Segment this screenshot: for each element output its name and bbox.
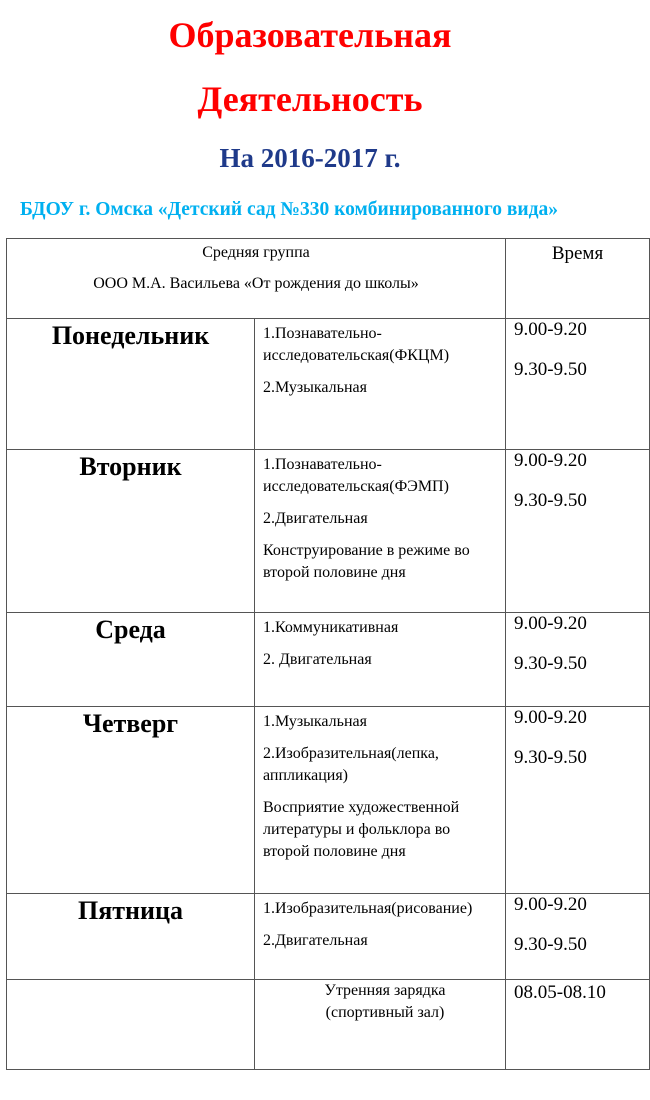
activity: 1.Познавательно-исследовательская(ФЭМП) bbox=[263, 456, 449, 495]
activity: 1.Познавательно-исследовательская(ФКЦМ) bbox=[263, 325, 450, 364]
morning-exercise-time: 08.05-08.10 bbox=[506, 980, 650, 1070]
activity: 1.Изобразительная(рисование) bbox=[263, 900, 473, 917]
time-slot: 9.30-9.50 bbox=[514, 490, 587, 511]
day-label: Понедельник bbox=[7, 319, 255, 450]
activity: 2.Двигательная bbox=[263, 510, 368, 527]
day-label: Четверг bbox=[7, 707, 255, 894]
time-slot: 9.00-9.20 bbox=[514, 450, 587, 471]
time-slot: 9.30-9.50 bbox=[514, 934, 587, 955]
program-label: ООО М.А. Васильева «От рождения до школы» bbox=[93, 275, 419, 292]
day-label: Среда bbox=[7, 613, 255, 707]
time-header: Время bbox=[506, 239, 650, 319]
title-line-2: Деятельность bbox=[197, 79, 423, 119]
schedule-table bbox=[6, 238, 650, 1070]
activity: 2.Музыкальная bbox=[263, 379, 367, 396]
activity: 1.Коммуникативная bbox=[263, 619, 399, 636]
activity: 2. Двигательная bbox=[263, 651, 372, 668]
time-slot: 9.00-9.20 bbox=[514, 613, 587, 634]
time-slot: 9.30-9.50 bbox=[514, 359, 587, 380]
activity: 2.Изобразительная(лепка, аппликация) bbox=[263, 745, 439, 784]
table-row bbox=[7, 319, 650, 450]
title-line-1: Образовательная bbox=[168, 15, 452, 55]
time-slot: 9.30-9.50 bbox=[514, 747, 587, 768]
activity: Восприятие художественной литературы и фольклора во второй половине дня bbox=[263, 799, 460, 860]
table-row bbox=[7, 707, 650, 894]
time-slot: 9.00-9.20 bbox=[514, 707, 587, 728]
header-row bbox=[7, 239, 650, 319]
table-row bbox=[7, 894, 650, 980]
morning-exercise: Утренняя зарядка (спортивный зал) bbox=[324, 982, 446, 1021]
time-slot: 9.00-9.20 bbox=[514, 894, 587, 915]
organization-heading: БДОУ г. Омска «Детский сад №330 комбинированного вида» bbox=[20, 199, 558, 220]
activity: Конструирование в режиме во второй половине дня bbox=[263, 542, 470, 581]
activity: 1.Музыкальная bbox=[263, 713, 367, 730]
table-row bbox=[7, 450, 650, 613]
day-label: Вторник bbox=[7, 450, 255, 613]
time-slot: 9.00-9.20 bbox=[514, 319, 587, 340]
activity: 2.Двигательная bbox=[263, 932, 368, 949]
year-heading: На 2016-2017 г. bbox=[219, 143, 401, 173]
day-label: Пятница bbox=[7, 894, 255, 980]
group-label: Средняя группа bbox=[202, 244, 310, 261]
footer-row bbox=[7, 980, 650, 1070]
table-row bbox=[7, 613, 650, 707]
time-slot: 9.30-9.50 bbox=[514, 653, 587, 674]
